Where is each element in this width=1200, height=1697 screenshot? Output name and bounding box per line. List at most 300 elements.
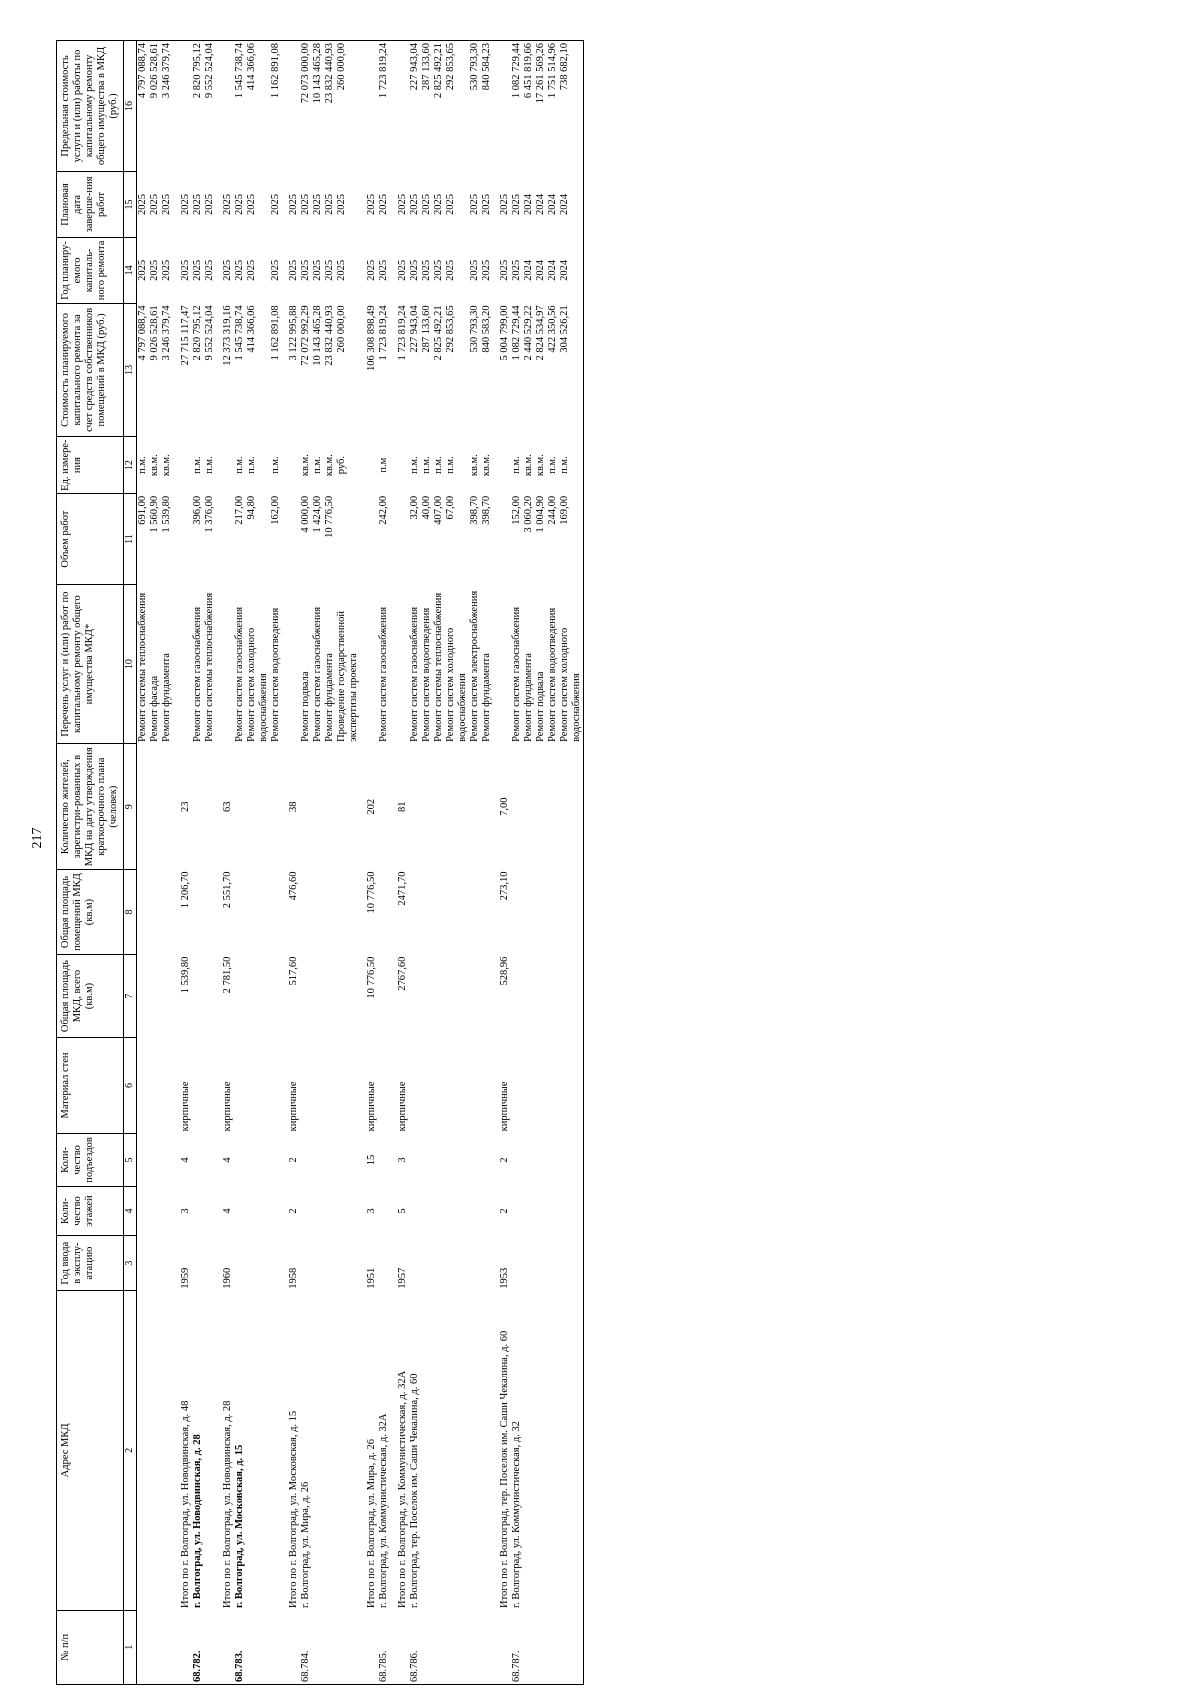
cell-col-4: 2 (499, 1208, 510, 1214)
cell-col-15: 2025 (245, 193, 257, 215)
cell-col-3 (409, 1235, 421, 1290)
cell-col-11: 152,00 (511, 495, 523, 525)
cell-col-10: Ремонт систем газоснабжения (408, 606, 420, 742)
cell-col-7 (433, 955, 445, 1038)
cell-col-7 (409, 955, 421, 1038)
column-number-cell: 1 (124, 1610, 137, 1684)
cell-col-16: 2 820 795,12 (192, 41, 204, 172)
column-number-cell: 8 (124, 869, 137, 954)
cell-col-5 (324, 1133, 336, 1186)
cell-col-12: п.м (378, 457, 390, 473)
cell-col-10: Ремонт систем водоотведения (547, 607, 559, 742)
table-row (246, 41, 270, 1685)
header-cell: Год ввода в эксплу-атацию (57, 1235, 124, 1290)
cell-col-6 (324, 1038, 336, 1134)
cell-col-8 (378, 869, 390, 954)
cell-col-2 (312, 1291, 324, 1610)
cell-col-1 (559, 1610, 584, 1684)
cell-col-4 (445, 1187, 469, 1236)
cell-col-9 (378, 744, 390, 870)
cell-col-9 (137, 744, 150, 870)
cell-col-10: Ремонт систем газоснабжения (511, 606, 523, 742)
table-row (192, 41, 204, 1685)
cell-col-2: г. Волгоград, ул. Московская, д. 15 (233, 1444, 245, 1609)
cell-col-5 (270, 1133, 282, 1186)
cell-col-12 (174, 436, 192, 493)
table-row (433, 41, 445, 1685)
cell-col-10: Ремонт системы теплоснабжения (203, 592, 215, 742)
cell-col-1 (433, 1610, 445, 1684)
cell-col-4 (433, 1187, 445, 1236)
cell-col-2 (481, 1291, 493, 1610)
cell-col-15: 2025 (137, 193, 149, 215)
cell-col-5 (300, 1133, 312, 1186)
cell-col-5 (149, 1133, 161, 1186)
column-number-cell: 11 (124, 494, 137, 584)
cell-col-8 (161, 869, 173, 954)
cell-col-9 (511, 744, 523, 870)
cell-col-10: Ремонт системы теплоснабжения (137, 592, 149, 742)
cell-col-8 (149, 869, 161, 954)
cell-col-4 (535, 1187, 547, 1236)
cell-col-3 (149, 1235, 161, 1290)
cell-col-3: 1959 (179, 1267, 191, 1289)
cell-col-14: 2025 (149, 259, 161, 281)
cell-col-11: 32,00 (408, 495, 420, 520)
cell-col-3 (312, 1235, 324, 1290)
table-row (481, 41, 493, 1685)
cell-col-15: 2024 (523, 193, 535, 215)
cell-col-10 (493, 584, 511, 744)
cell-col-9 (336, 744, 360, 870)
cell-col-10: Ремонт фундамента (324, 653, 336, 742)
cell-col-6: кирпичные (366, 1081, 378, 1132)
header-cell: Объем работ (57, 494, 124, 584)
cell-col-16 (282, 41, 300, 172)
cell-col-5: 4 (221, 1157, 233, 1163)
cell-col-10 (282, 584, 300, 744)
column-number-row (124, 41, 137, 1685)
cell-col-11 (493, 494, 511, 584)
cell-col-3 (378, 1235, 390, 1290)
cell-col-1: 68.787. (511, 1610, 523, 1684)
cell-col-13: 304 526,21 (559, 303, 584, 436)
column-number-cell: 15 (124, 171, 137, 237)
cell-col-3 (192, 1235, 204, 1290)
cell-col-15: 2025 (499, 193, 510, 215)
cell-col-13: 840 583,20 (480, 305, 492, 353)
cell-col-10: Ремонт систем водоотведения (269, 607, 281, 742)
page-number: 217 (30, 827, 45, 849)
cell-col-4 (481, 1187, 493, 1236)
cell-col-16: 287 133,60 (421, 41, 433, 172)
cell-col-12: п.м. (137, 456, 149, 474)
cell-col-10: Ремонт систем электроснабжения (468, 590, 480, 742)
cell-col-5 (523, 1133, 535, 1186)
cell-col-1: 68.786. (409, 1610, 421, 1684)
cell-col-1 (324, 1610, 336, 1684)
cell-col-13: 414 366,06 (245, 305, 257, 353)
cell-col-11: 1 376,00 (203, 495, 215, 533)
header-cell: Предельная стоимость услуги и (или) работы по капитальному ремонту общего имущества в МКД (руб.) (57, 41, 124, 172)
cell-col-13: 9 026 528,61 (149, 305, 161, 361)
cell-col-6: кирпичные (396, 1081, 408, 1132)
cell-col-5 (161, 1133, 173, 1186)
cell-col-4: 3 (179, 1208, 191, 1214)
cell-col-15: 2025 (221, 193, 233, 215)
cell-col-3 (421, 1235, 433, 1290)
cell-col-7: 2 781,50 (221, 956, 233, 994)
cell-col-5 (204, 1133, 216, 1186)
cell-col-15: 2024 (535, 193, 547, 215)
cell-col-13: 1 082 729,44 (511, 305, 523, 361)
cell-col-8 (324, 869, 336, 954)
cell-col-3 (161, 1235, 173, 1290)
cell-col-12: п.м. (312, 456, 324, 474)
cell-col-2 (523, 1291, 535, 1610)
cell-col-12: кв.м. (480, 454, 492, 477)
cell-col-11 (282, 494, 300, 584)
cell-col-3 (300, 1235, 312, 1290)
cell-col-8: 2471,70 (396, 871, 408, 906)
cell-col-7: 1 539,80 (179, 956, 191, 994)
cell-col-7 (523, 955, 535, 1038)
cell-col-1 (174, 1610, 192, 1684)
cell-col-14: 2025 (288, 259, 299, 281)
cell-col-3 (481, 1235, 493, 1290)
cell-col-4: 4 (221, 1208, 233, 1214)
cell-col-2: Итого по г. Волгоград, ул. Московская, д. 15 (288, 1410, 299, 1609)
cell-col-2 (336, 1291, 360, 1610)
cell-col-5 (137, 1133, 150, 1186)
cell-col-5 (445, 1133, 469, 1186)
cell-col-6 (300, 1038, 312, 1134)
cell-col-12: п.м. (245, 456, 257, 474)
cell-col-7 (161, 955, 173, 1038)
cell-col-2 (547, 1291, 559, 1610)
cell-col-3 (324, 1235, 336, 1290)
cell-col-13: 23 832 440,93 (324, 305, 336, 366)
cell-col-2 (433, 1291, 445, 1610)
cell-col-13: 5 004 799,00 (499, 305, 510, 361)
cell-col-15: 2025 (179, 193, 191, 215)
cell-col-9 (324, 744, 336, 870)
cell-col-9 (559, 744, 584, 870)
cell-col-6 (149, 1038, 161, 1134)
cell-col-5 (378, 1133, 390, 1186)
cell-col-11: 67,00 (444, 495, 456, 520)
cell-col-11: 244,00 (547, 495, 559, 525)
cell-col-16 (174, 41, 192, 172)
cell-col-8 (535, 869, 547, 954)
cell-col-1 (421, 1610, 433, 1684)
cell-col-4 (137, 1187, 150, 1236)
cell-col-15: 2025 (420, 193, 432, 215)
cell-col-2: Итого по г. Волгоград, ул. Мира, д. 26 (366, 1439, 378, 1609)
cell-col-15: 2025 (432, 193, 444, 215)
cell-col-14: 2024 (559, 237, 584, 303)
cell-col-16: 292 853,65 (445, 41, 469, 172)
cell-col-13: 260 000,00 (336, 305, 348, 353)
cell-col-11 (216, 494, 234, 584)
cell-col-6 (137, 1038, 150, 1134)
cell-col-14: 2024 (547, 259, 559, 281)
table-row (161, 41, 173, 1685)
cell-col-16: 1 082 729,44 (511, 41, 523, 172)
column-number-cell: 7 (124, 955, 137, 1038)
cell-col-15: 2025 (468, 193, 480, 215)
cell-col-2: Итого по г. Волгоград, ул. Новодвинская, д. 28 (221, 1400, 233, 1609)
cell-col-16: 72 073 000,00 (300, 41, 312, 172)
cell-col-3 (270, 1235, 282, 1290)
cell-col-10: Ремонт систем газоснабжения (378, 606, 390, 742)
cell-col-15: 2025 (511, 193, 523, 215)
cell-col-10: Ремонт фундамента (523, 653, 535, 742)
cell-col-16: 738 682,10 (559, 41, 584, 172)
cell-col-13: 2 825 492,21 (432, 305, 444, 361)
cell-col-13: 106 308 898,49 (366, 305, 378, 372)
cell-col-11: 162,00 (269, 495, 281, 525)
cell-col-15: 2025 (149, 193, 161, 215)
cell-col-8 (547, 869, 559, 954)
cell-col-6 (336, 1038, 360, 1134)
cell-col-4 (378, 1187, 390, 1236)
cell-col-8 (192, 869, 204, 954)
cell-col-10: Ремонт фундамента (161, 653, 173, 742)
cell-col-8 (336, 869, 360, 954)
header-cell: Общая площадь МКД, всего (кв.м) (57, 955, 124, 1038)
cell-col-12: кв.м. (324, 454, 336, 477)
cell-col-9 (535, 744, 547, 870)
cell-col-7 (481, 955, 493, 1038)
cell-col-7 (137, 955, 150, 1038)
cell-col-3 (234, 1235, 246, 1290)
table-row (469, 41, 481, 1685)
cell-col-14: 2025 (408, 259, 420, 281)
cell-col-10: Ремонт систем газоснабжения (191, 606, 203, 742)
cell-col-2 (270, 1291, 282, 1610)
cell-col-16: 6 451 819,66 (523, 41, 535, 172)
cell-col-11: 242,00 (378, 495, 390, 525)
cell-col-14: 2025 (511, 259, 523, 281)
cell-col-15: 2024 (559, 171, 584, 237)
cell-col-3 (523, 1235, 535, 1290)
cell-col-12 (360, 436, 378, 493)
cell-col-3: 1957 (396, 1267, 408, 1289)
table-row (270, 41, 282, 1685)
cell-col-16: 10 143 465,28 (312, 41, 324, 172)
cell-col-7 (234, 955, 246, 1038)
header-cell: Плановая дата заверше-ния работ (57, 171, 124, 237)
cell-col-8 (469, 869, 481, 954)
cell-col-4 (511, 1187, 523, 1236)
cell-col-8 (481, 869, 493, 954)
cell-col-10: Ремонт системы теплоснабжения (432, 592, 444, 742)
cell-col-8 (445, 869, 469, 954)
header-cell: Общая площадь помещений МКД (кв.м) (57, 869, 124, 954)
cell-col-2 (559, 1291, 584, 1610)
cell-col-4 (324, 1187, 336, 1236)
cell-col-7 (246, 955, 270, 1038)
table-body (137, 41, 584, 1685)
cell-col-8 (421, 869, 433, 954)
cell-col-10: Ремонт подвала (535, 671, 547, 742)
cell-col-11: 40,00 (420, 495, 432, 520)
cell-col-10: Ремонт систем холодного водоснабжения (559, 584, 584, 744)
cell-col-2 (324, 1291, 336, 1610)
cell-col-15: 2025 (233, 193, 245, 215)
cell-col-11: 217,00 (233, 495, 245, 525)
cell-col-2 (445, 1291, 469, 1610)
table-row (535, 41, 547, 1685)
cell-col-8 (137, 869, 150, 954)
cell-col-1 (204, 1610, 216, 1684)
cell-col-12: п.м. (511, 456, 523, 474)
cell-col-6 (246, 1038, 270, 1134)
cell-col-9: 23 (179, 801, 191, 812)
cell-col-14: 2025 (366, 259, 378, 281)
cell-col-9 (246, 744, 270, 870)
cell-col-15: 2025 (336, 193, 348, 215)
cell-col-13: 227 943,04 (408, 305, 420, 353)
cell-col-1 (445, 1610, 469, 1684)
cell-col-16: 840 584,23 (481, 41, 493, 172)
cell-col-12: п.м. (547, 456, 559, 474)
cell-col-14: 2025 (480, 259, 492, 281)
cell-col-16: 260 000,00 (336, 41, 360, 172)
header-cell: Год планиру-емого капиталь-ного ремонта (57, 237, 124, 303)
cell-col-10 (216, 584, 234, 744)
cell-col-14: 2025 (179, 259, 191, 281)
total-row (360, 41, 378, 1685)
cell-col-10: Ремонт систем холодного водоснабжения (444, 627, 468, 742)
cell-col-2: г. Волгоград, ул. Новодвинская, д. 28 (191, 1434, 203, 1609)
column-number-cell: 3 (124, 1235, 137, 1290)
cell-col-15: 2025 (288, 193, 299, 215)
cell-col-13: 287 133,60 (420, 305, 432, 353)
cell-col-8 (433, 869, 445, 954)
cell-col-6 (523, 1038, 535, 1134)
cell-col-16: 4 797 088,74 (137, 41, 150, 172)
cell-col-2: г. Волгоград, ул. Мира, д. 26 (300, 1481, 312, 1609)
header-cell: Коли-чество подъездов (57, 1133, 124, 1186)
cell-col-13: 12 373 319,16 (221, 305, 233, 366)
cell-col-14: 2024 (523, 259, 535, 281)
cell-col-16: 227 943,04 (409, 41, 421, 172)
cell-col-3 (204, 1235, 216, 1290)
cell-col-9 (161, 744, 173, 870)
cell-col-5: 2 (288, 1157, 299, 1163)
cell-col-12: п.м. (432, 456, 444, 474)
cell-col-14: 2025 (300, 259, 312, 281)
cell-col-16 (216, 41, 234, 172)
cell-col-8 (511, 869, 523, 954)
cell-col-2 (204, 1291, 216, 1610)
cell-col-8 (523, 869, 535, 954)
cell-col-11: 169,00 (559, 494, 584, 584)
cell-col-1 (246, 1610, 270, 1684)
cell-col-3 (559, 1235, 584, 1290)
cell-col-4 (469, 1187, 481, 1236)
cell-col-13: 4 797 088,74 (137, 305, 149, 361)
cell-col-6 (409, 1038, 421, 1134)
cell-col-11: 691,00 (137, 495, 149, 525)
cell-col-15: 2025 (324, 193, 336, 215)
cell-col-14: 2025 (233, 259, 245, 281)
cell-col-1 (282, 1610, 300, 1684)
table-row (378, 41, 390, 1685)
cell-col-14: 2025 (432, 259, 444, 281)
cell-col-10: Ремонт фундамента (480, 653, 492, 742)
cell-col-2 (161, 1291, 173, 1610)
cell-col-12 (493, 436, 511, 493)
cell-col-12: п.м. (444, 456, 456, 474)
cell-col-1 (535, 1610, 547, 1684)
table-row (234, 41, 246, 1685)
cell-col-4 (161, 1187, 173, 1236)
cell-col-6 (481, 1038, 493, 1134)
cell-col-14: 2025 (336, 259, 348, 281)
cell-col-6 (421, 1038, 433, 1134)
total-row (216, 41, 234, 1685)
cell-col-6 (161, 1038, 173, 1134)
cell-col-1 (481, 1610, 493, 1684)
cell-col-6 (511, 1038, 523, 1134)
cell-col-8 (559, 869, 584, 954)
cell-col-8: 273,10 (499, 871, 510, 901)
cell-col-11 (336, 494, 360, 584)
cell-col-2: Итого по г. Волгоград, тер. Поселок им. Саши Чекалина, д. 60 (499, 1330, 510, 1609)
cell-col-14: 2025 (396, 259, 408, 281)
cell-col-15: 2025 (366, 193, 378, 215)
cell-col-7 (312, 955, 324, 1038)
cell-col-12: п.м. (233, 456, 245, 474)
cell-col-2: Итого по г. Волгоград, ул. Коммунистическая, д. 32А (396, 1370, 408, 1609)
cell-col-5: 2 (499, 1157, 510, 1163)
cell-col-4 (409, 1187, 421, 1236)
cell-col-7 (324, 955, 336, 1038)
cell-col-1: 68.783. (234, 1610, 246, 1684)
cell-col-2 (149, 1291, 161, 1610)
cell-col-15: 2025 (480, 193, 492, 215)
cell-col-10 (174, 584, 192, 744)
table-row (300, 41, 312, 1685)
table-row (445, 41, 469, 1685)
cell-col-7: 517,60 (288, 956, 299, 986)
cell-col-9 (149, 744, 161, 870)
cell-col-5 (547, 1133, 559, 1186)
cell-col-16: 1 545 738,74 (234, 41, 246, 172)
cell-col-14: 2025 (161, 259, 173, 281)
cell-col-1 (312, 1610, 324, 1684)
cell-col-4 (234, 1187, 246, 1236)
cell-col-14: 2025 (312, 259, 324, 281)
cell-col-3: 1958 (288, 1267, 299, 1289)
cell-col-14: 2025 (203, 259, 215, 281)
cell-col-14: 2025 (191, 259, 203, 281)
cell-col-6 (378, 1038, 390, 1134)
cell-col-7 (270, 955, 282, 1038)
table-row (312, 41, 324, 1685)
cell-col-3 (535, 1235, 547, 1290)
cell-col-5 (421, 1133, 433, 1186)
cell-col-15: 2025 (203, 193, 215, 215)
cell-col-11: 1 560,90 (149, 495, 161, 533)
cell-col-6 (312, 1038, 324, 1134)
cell-col-9 (409, 744, 421, 870)
cell-col-7 (336, 955, 360, 1038)
cell-col-2 (137, 1291, 150, 1610)
